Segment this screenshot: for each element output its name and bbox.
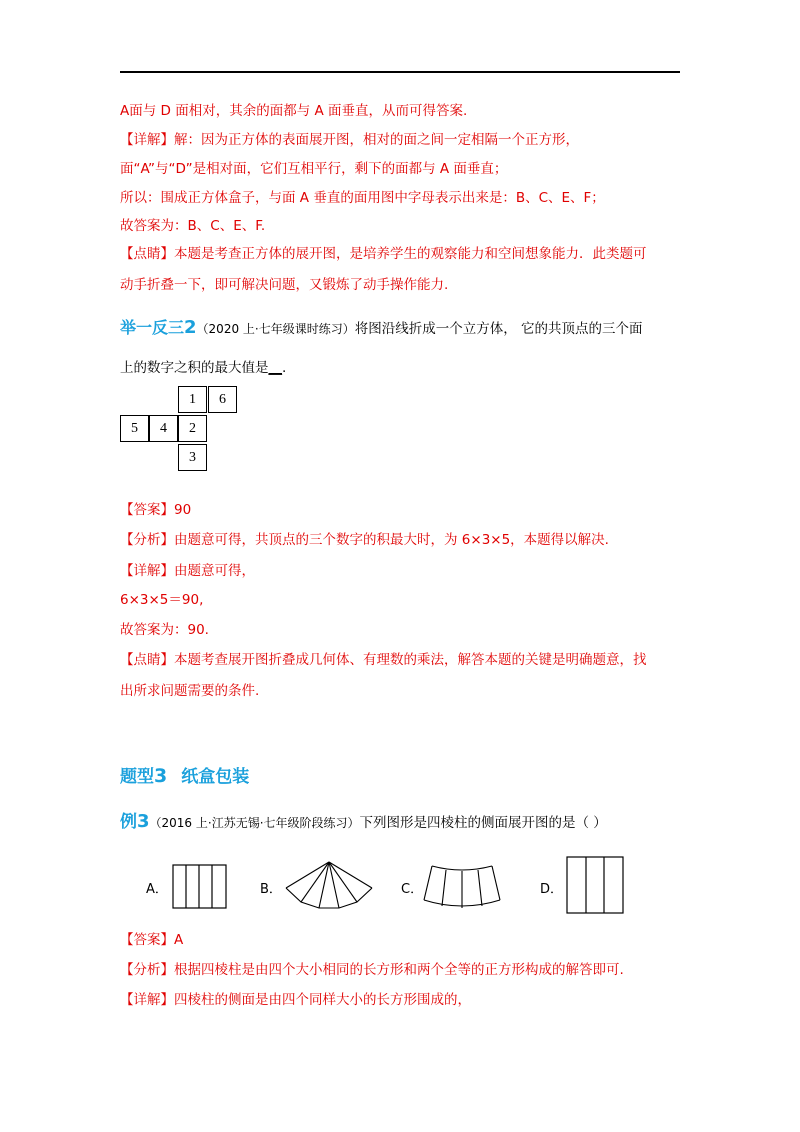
option-a-label: A． [146, 882, 168, 897]
option-b-label: B． [260, 882, 282, 897]
text-line: 所以：围成正方体盒子，与面 A 垂直的面用图中字母表示出来是：B、C、E、F； [120, 190, 605, 206]
example-label: 例 [120, 812, 137, 832]
cube-net-figure [120, 386, 240, 472]
net-cell: 1 [178, 386, 207, 413]
section-heading: 题型3 纸盒包装 [120, 765, 250, 787]
text-line: 动手折叠一下，即可解决问题，又锻炼了动手操作能力. [120, 277, 449, 293]
analysis-line: 【分析】由题意可得，共顶点的三个数字的积最大时，为 6×3×5，本题得以解决. [120, 532, 609, 548]
question-2: 举一反三2（2020 上·七年级课时练习）将图沿线折成一个立方体， 它的共顶点的三个面 [120, 317, 643, 338]
analysis-line: 【分析】根据四棱柱是由四个大小相同的长方形和两个全等的正方形构成的解答即可. [120, 962, 624, 978]
text-line: 面“A”与“D”是相对面，它们互相平行，剩下的面都与 A 面垂直； [120, 161, 508, 177]
option-b-figure [283, 860, 375, 910]
net-cell: 2 [178, 415, 207, 442]
net-cell: 6 [208, 386, 237, 413]
example-3: 例3（2016 上·江苏无锡·七年级阶段练习）下列图形是四棱柱的侧面展开图的是（ ） [120, 811, 607, 832]
detail-line: 【详解】四棱柱的侧面是由四个同样大小的长方形围成的， [120, 992, 471, 1008]
text-line: A面与 D 面相对，其余的面都与 A 面垂直，从而可得答案. [120, 103, 468, 119]
header-rule [120, 71, 680, 73]
question-label: 举一反三 [120, 318, 185, 337]
net-cell: 5 [120, 415, 149, 442]
example-number: 3 [137, 811, 150, 832]
detail-line: 【详解】由题意可得， [120, 563, 255, 579]
detail-line: 【详解】解：因为正方体的表面展开图，相对的面之间一定相隔一个正方形， [120, 132, 579, 148]
text-line: 故答案为：B、C、E、F. [120, 218, 266, 234]
option-a-figure [172, 864, 228, 910]
answer-line: 【答案】A [120, 932, 184, 948]
option-c-label: C． [401, 882, 424, 897]
option-c-figure [422, 862, 502, 912]
final-line: 故答案为：90. [120, 622, 209, 638]
option-d-figure [566, 856, 626, 916]
answer-line: 【答案】90 [120, 502, 192, 518]
text-line: 出所求问题需要的条件. [120, 683, 260, 699]
calc-line: 6×3×5＝90, [120, 592, 204, 608]
comment-line: 【点睛】本题考查展开图折叠成几何体、有理数的乘法，解答本题的关键是明确题意，找 [120, 652, 647, 668]
option-d-label: D． [540, 882, 564, 897]
question-2-line2: 上的数字之积的最大值是__. [120, 360, 287, 376]
comment-line: 【点睛】本题是考查正方体的展开图，是培养学生的观察能力和空间想象能力．此类题可 [120, 246, 647, 262]
net-cell: 3 [178, 444, 207, 471]
question-number: 2 [184, 317, 197, 338]
net-cell: 4 [149, 415, 178, 442]
